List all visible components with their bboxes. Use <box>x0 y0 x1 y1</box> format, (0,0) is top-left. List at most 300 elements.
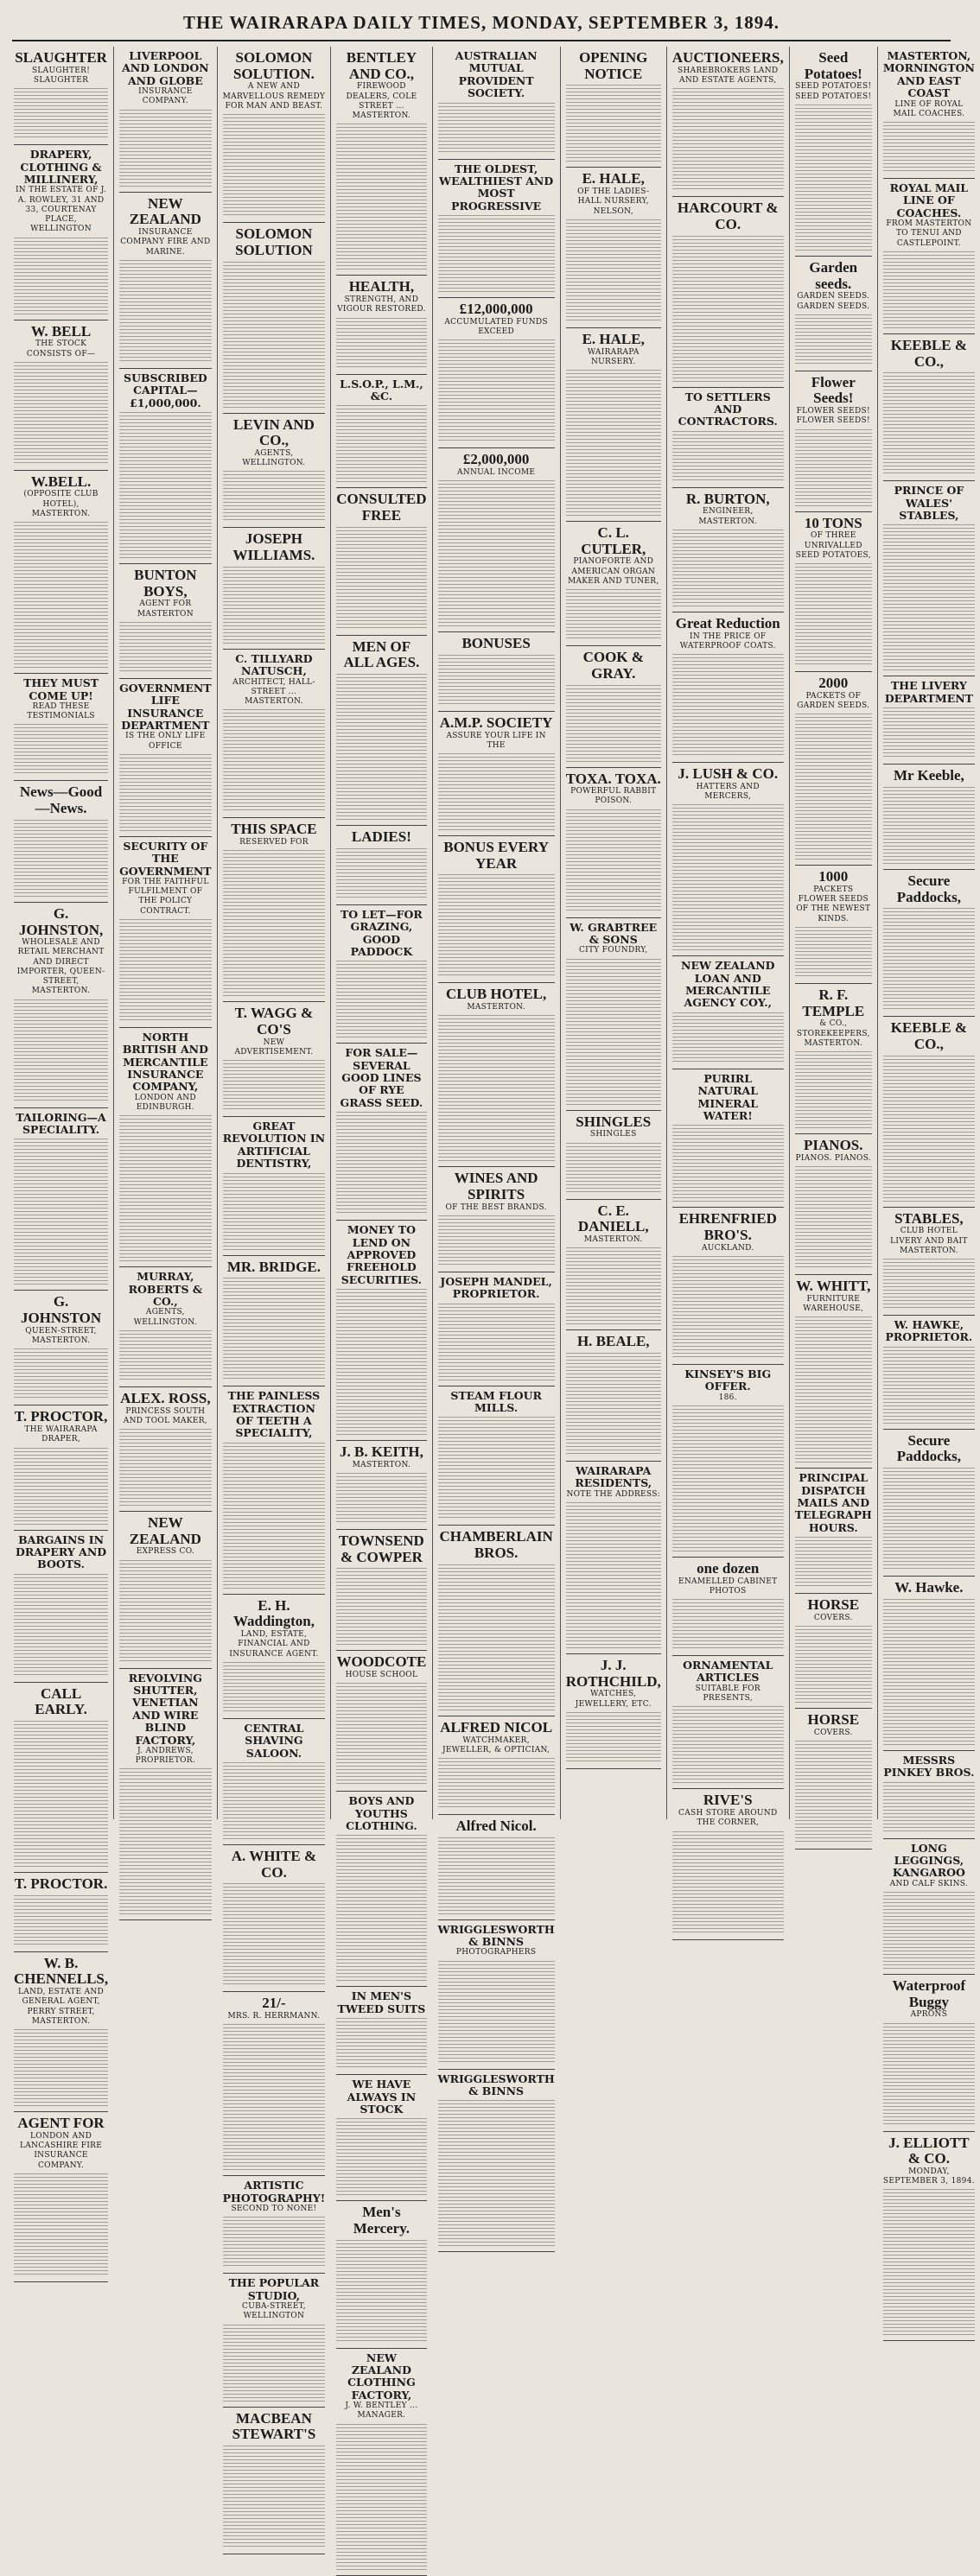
advert-heading: SUBSCRIBED CAPITAL—£1,000,000. <box>124 371 207 409</box>
advertisement <box>336 2201 426 2348</box>
advertisement <box>672 388 784 488</box>
advert-heading: MACBEAN STEWART'S <box>232 2409 316 2443</box>
advertisement <box>795 866 872 984</box>
advert-body-text <box>14 522 108 669</box>
column-1 <box>9 47 114 2170</box>
advert-body-text <box>14 88 108 140</box>
advert-subheading: PACKETS OF GARDEN SEEDS. <box>797 691 870 710</box>
advert-body-text <box>14 1348 108 1400</box>
advert-subheading: WHOLESALE AND RETAIL MERCHANT AND DIRECT IMPORTER, QUEEN-STREET, MASTERTON. <box>16 938 105 996</box>
advert-heading: PIANOS. <box>804 1137 863 1154</box>
advert-heading: CLUB HOTEL, <box>446 986 547 1003</box>
advertisement <box>883 1751 975 1839</box>
advertisement <box>336 375 426 489</box>
advert-body-text <box>795 1537 872 1589</box>
advert-heading: THE LIVERY DEPARTMENT <box>884 679 973 705</box>
advert-subheading: CLUB HOTEL LIVERY AND BAIT MASTERTON. <box>890 1227 968 1255</box>
advert-body-text <box>883 1599 975 1746</box>
advert-body-text <box>336 527 426 631</box>
advert-heading: BONUSES <box>461 635 531 652</box>
advert-heading: NEW ZEALAND <box>129 194 201 228</box>
advert-body-text <box>566 959 661 1106</box>
advert-subheading: WATCHMAKER, JEWELLER, & OPTICIAN, <box>442 1735 550 1754</box>
advert-heading: BENTLEY AND CO., <box>346 49 417 82</box>
advert-heading: Mr Keeble, <box>893 767 964 784</box>
advert-body-text <box>672 1012 784 1064</box>
advertisement <box>883 1577 975 1751</box>
advert-body-text <box>223 1443 326 1589</box>
advert-body-text <box>14 1448 108 1526</box>
advert-body-text <box>566 809 661 913</box>
advert-heading: PRINCE OF WALES' STABLES, <box>894 484 964 522</box>
column-9 <box>878 47 980 2186</box>
advertisement <box>795 672 872 866</box>
advertisement <box>795 984 872 1134</box>
advert-heading: W.BELL. <box>30 473 92 490</box>
advert-body-text <box>119 919 211 1023</box>
advertisement <box>336 488 426 635</box>
advert-body-text <box>672 1125 784 1202</box>
advert-heading: NEW ZEALAND CLOTHING FACTORY, <box>347 2351 416 2402</box>
advert-heading: TAILORING—A SPECIALITY. <box>16 1110 106 1137</box>
advert-body-text <box>566 1247 661 1325</box>
advert-columns <box>9 47 975 2443</box>
advert-body-text <box>672 1599 784 1651</box>
advert-heading: CENTRAL SHAVING SALOON. <box>244 1721 304 1760</box>
advert-heading: BUNTON BOYS, <box>134 566 197 600</box>
advert-body-text <box>566 1712 661 1764</box>
advertisement <box>14 2112 108 2282</box>
advertisement <box>14 1108 108 1291</box>
advert-body-text <box>795 714 872 860</box>
advert-heading: PURIRL NATURAL MINERAL WATER! <box>697 1071 758 1122</box>
advert-heading: REVOLVING SHUTTER, VENETIAN AND WIRE BLIND FACTORY, <box>128 1671 202 1747</box>
advertisement <box>795 257 872 371</box>
advert-body-text <box>672 236 784 383</box>
advert-subheading: MASTERTON. <box>583 1235 643 1244</box>
advert-heading: WOODCOTE <box>336 1653 427 1671</box>
advertisement <box>883 2132 975 2342</box>
advert-heading: TOXA. TOXA. <box>565 770 661 787</box>
advert-body-text <box>438 655 555 707</box>
advert-body-text <box>14 1139 108 1285</box>
advertisement <box>883 676 975 765</box>
advert-heading: KEEBLE & CO., <box>890 336 968 370</box>
advertisement <box>795 1709 872 1850</box>
advert-body-text <box>795 1741 872 1844</box>
advert-body-text <box>14 1574 108 1678</box>
advertisement <box>223 2408 326 2554</box>
advert-subheading: ASSURE YOUR LIFE IN THE <box>446 731 546 750</box>
advert-heading: Waterproof Buggy <box>892 1976 966 2010</box>
advert-body-text <box>438 1015 555 1162</box>
advert-heading: OPENING NOTICE <box>579 49 648 82</box>
advert-body-text <box>883 1892 975 1970</box>
advertisement <box>883 47 975 179</box>
column-8 <box>790 47 878 1819</box>
advert-body-text <box>119 754 211 832</box>
advert-heading: W. BELL <box>30 322 92 339</box>
advertisement <box>566 522 661 646</box>
advert-heading: HORSE <box>807 1596 860 1614</box>
advertisement <box>119 193 211 369</box>
advertisement <box>336 636 426 826</box>
advert-heading: W. Hawke. <box>894 1579 964 1596</box>
advert-heading: WAIRARAPA RESIDENTS, <box>575 1463 652 1490</box>
advert-heading: Great Reduction <box>675 614 780 631</box>
advert-body-text <box>119 412 211 559</box>
advertisement <box>336 1987 426 2075</box>
advert-body-text <box>223 2024 326 2171</box>
advert-heading: TO SETTLERS AND CONTRACTORS. <box>678 390 778 428</box>
advert-heading: AGENT FOR <box>17 2115 105 2132</box>
advert-heading: R. F. TEMPLE <box>802 986 865 1019</box>
advertisement <box>14 674 108 781</box>
column-4 <box>331 47 432 2421</box>
advert-heading: H. BEALE, <box>576 1333 650 1350</box>
advert-body-text <box>795 1626 872 1704</box>
advert-heading: STEAM FLOUR MILLS. <box>450 1388 542 1415</box>
advert-heading: 2000 <box>818 675 849 692</box>
advert-heading: SOLOMON SOLUTION <box>235 225 313 258</box>
advert-heading: SLAUGHTER <box>15 49 107 66</box>
advert-body-text <box>223 1060 326 1112</box>
advert-heading: JOSEPH WILLIAMS. <box>232 530 315 564</box>
advert-body-text <box>14 1721 108 1868</box>
advertisement <box>438 1920 555 2070</box>
advert-subheading: NEW ADVERTISEMENT. <box>234 1037 314 1056</box>
advert-heading: NEW ZEALAND <box>129 1514 201 1547</box>
advertisement <box>795 371 872 512</box>
advert-heading: THE POPULAR STUDIO, <box>228 2276 320 2302</box>
advert-subheading: LONDON AND LANCASHIRE FIRE INSURANCE COMPANY. <box>19 2131 103 2170</box>
advert-heading: E. HALE, <box>582 170 645 187</box>
advert-body-text <box>119 1115 211 1262</box>
advertisement <box>566 1330 661 1462</box>
advert-body-text <box>14 362 108 466</box>
advert-subheading: CASH STORE AROUND THE CORNER, <box>678 1809 778 1828</box>
advert-body-text <box>336 2424 426 2571</box>
advert-heading: BONUS EVERY YEAR <box>443 839 549 872</box>
advert-body-text <box>438 1417 555 1520</box>
advert-subheading: FLOWER SEEDS! FLOWER SEEDS! <box>796 407 870 426</box>
advert-subheading: 186. <box>718 1393 737 1402</box>
advert-heading: T. PROCTOR, <box>14 1408 108 1425</box>
advert-body-text <box>223 567 326 644</box>
advert-body-text <box>883 787 975 865</box>
advert-heading: J. ELLIOTT & CO. <box>888 2134 970 2167</box>
advert-heading: BOYS AND YOUTHS CLOTHING. <box>346 1794 417 1832</box>
advert-heading: LEVIN AND CO., <box>232 416 315 449</box>
advert-heading: KEEBLE & CO., <box>890 1019 968 1052</box>
advert-body-text <box>336 848 426 900</box>
advert-heading: SOLOMON SOLUTION. <box>232 49 315 82</box>
advert-body-text <box>223 2446 326 2549</box>
advert-heading: WE HAVE ALWAYS IN STOCK <box>347 2078 417 2116</box>
advert-heading: W. GRABTREE & SONS <box>570 920 658 947</box>
advertisement <box>795 1594 872 1709</box>
advert-body-text <box>223 1173 326 1251</box>
advert-body-text <box>883 122 975 174</box>
advert-body-text <box>883 707 975 759</box>
advert-subheading: NOTE THE ADDRESS: <box>566 1489 661 1499</box>
advert-subheading: AGENTS, WELLINGTON. <box>133 1308 197 1327</box>
advert-body-text <box>438 1564 555 1711</box>
advert-heading: MONEY TO LEND ON APPROVED FREEHOLD SECURITIES. <box>340 1223 423 1286</box>
advert-subheading: OF THE LADIES-HALL NURSERY, NELSON, <box>577 187 650 216</box>
advert-heading: SECURITY OF THE GOVERNMENT <box>119 839 212 878</box>
advertisement <box>883 481 975 676</box>
advertisement <box>566 1200 661 1331</box>
advert-subheading: SUITABLE FOR PRESENTS, <box>695 1684 760 1704</box>
advert-subheading: MRS. R. HERRMANN. <box>227 2012 321 2021</box>
advert-heading: IN MEN'S TWEED SUITS <box>337 1989 426 2015</box>
advert-body-text <box>672 530 784 607</box>
advert-subheading: POWERFUL RABBIT POISON. <box>570 787 657 806</box>
advert-body-text <box>566 1143 661 1195</box>
column-7 <box>667 47 790 1828</box>
advertisement <box>883 1430 975 1577</box>
advert-subheading: INSURANCE COMPANY. <box>138 87 193 106</box>
advert-body-text <box>336 2240 426 2344</box>
advert-heading: G. JOHNSTON <box>20 1293 102 1327</box>
advert-subheading: IN THE ESTATE OF J. A. ROWLEY, 31 AND 33, COURTENAY PLACE, WELLINGTON <box>15 186 107 234</box>
advertisement <box>795 1134 872 1275</box>
advert-subheading: WAIRARAPA NURSERY. <box>587 347 640 366</box>
advert-heading: STABLES, <box>894 1209 964 1227</box>
advert-heading: MEN OF ALL AGES. <box>343 638 420 671</box>
advert-heading: C. E. DANIELL, <box>577 1202 649 1235</box>
advertisement <box>336 2075 426 2201</box>
advertisement <box>438 1526 555 1716</box>
advert-body-text <box>672 431 784 483</box>
advert-heading: J. B. KEITH, <box>339 1443 423 1460</box>
advertisement <box>336 826 426 905</box>
advert-heading: R. BURTON, <box>685 490 770 507</box>
advert-heading: T. PROCTOR. <box>14 1875 108 1892</box>
advertisement <box>223 1256 326 1387</box>
advertisement <box>438 448 555 632</box>
advert-body-text <box>795 1166 872 1270</box>
advert-body-text <box>14 999 108 1103</box>
advertisement <box>223 1992 326 2176</box>
advert-body-text <box>336 1473 426 1525</box>
advert-body-text <box>14 724 108 776</box>
advertisement <box>566 328 661 522</box>
advert-subheading: COVERS. <box>813 1613 853 1622</box>
advert-subheading: (OPPOSITE CLUB HOTEL), MASTERTON. <box>23 490 99 518</box>
advert-body-text <box>566 589 661 641</box>
advertisement <box>119 1387 211 1512</box>
advert-subheading: STRENGTH, AND VIGOUR RESTORED. <box>337 295 426 314</box>
advertisement <box>566 1111 661 1200</box>
advertisement <box>438 983 555 1167</box>
advertisement <box>223 414 326 529</box>
advert-heading: NORTH BRITISH AND MERCANTILE INSURANCE COMPANY, <box>122 1030 208 1094</box>
advert-subheading: LAND, ESTATE, FINANCIAL AND INSURANCE AGENT. <box>229 1630 319 1659</box>
advertisement <box>119 679 211 837</box>
advertisement <box>566 1462 661 1654</box>
advertisement <box>566 168 661 327</box>
advert-heading: PRINCIPAL DISPATCH MAILS AND TELEGRAPH HOURS. <box>794 1471 872 1534</box>
advert-subheading: ENAMELLED CABINET PHOTOS <box>678 1577 778 1596</box>
advert-subheading: FURNITURE WAREHOUSE, <box>803 1294 864 1313</box>
advertisement <box>223 223 326 413</box>
advert-heading: GOVERNMENT LIFE INSURANCE DEPARTMENT <box>119 681 212 732</box>
advertisement <box>672 1069 784 1209</box>
advert-body-text <box>883 2023 975 2127</box>
advertisement <box>795 1275 872 1469</box>
advert-heading: MASTERTON, MORNINGTON AND EAST COAST <box>882 49 975 100</box>
advert-subheading: ACCUMULATED FUNDS EXCEED <box>444 317 548 336</box>
advert-body-text <box>336 1289 426 1436</box>
advert-subheading: LAND, ESTATE AND GENERAL AGENT, PERRY STREET, MASTERTON. <box>18 1988 105 2026</box>
advert-body-text <box>795 1317 872 1463</box>
advert-body-text <box>336 674 426 821</box>
advert-heading: THE PAINLESS EXTRACTION OF TEETH A SPECIALITY, <box>227 1389 321 1440</box>
advert-body-text <box>438 874 555 978</box>
advert-subheading: AND CALF SKINS. <box>889 1879 969 1888</box>
advert-subheading: J. ANDREWS, PROPRIETOR. <box>135 1746 196 1766</box>
advert-heading: 21/- <box>262 1995 286 2012</box>
advert-heading: C. TILLYARD NATUSCH, <box>235 651 313 678</box>
advert-subheading: PIANOS. PIANOS. <box>795 1153 872 1163</box>
advertisement <box>119 1669 211 1921</box>
advert-body-text <box>336 1112 426 1215</box>
advertisement <box>438 1815 555 1920</box>
advert-heading: MURRAY, ROBERTS & CO., <box>128 1270 203 1308</box>
advert-body-text <box>883 372 975 476</box>
advertisement <box>438 2070 555 2253</box>
advert-heading: KINSEY'S BIG OFFER. <box>684 1367 772 1393</box>
advert-subheading: LINE OF ROYAL MAIL COACHES. <box>893 99 965 118</box>
advert-body-text <box>883 908 975 1012</box>
advertisement <box>336 1221 426 1441</box>
advert-subheading: IS THE ONLY LIFE OFFICE <box>125 732 206 751</box>
advert-body-text <box>119 1560 211 1664</box>
advertisement <box>672 1656 784 1789</box>
advert-heading: THEY MUST COME UP! <box>23 676 99 702</box>
advert-body-text <box>883 1782 975 1834</box>
advert-body-text <box>438 103 555 155</box>
advertisement <box>14 145 108 320</box>
advert-heading: AUCTIONEERS, <box>671 49 784 66</box>
advert-body-text <box>795 105 872 251</box>
advert-subheading: & CO., STOREKEEPERS, MASTERTON. <box>796 1019 870 1048</box>
advertisement <box>223 1719 326 1845</box>
masthead-rule <box>12 40 951 41</box>
advert-body-text <box>223 471 326 523</box>
advert-body-text <box>223 850 326 997</box>
advert-heading: GREAT REVOLUTION IN ARTIFICIAL DENTISTRY, <box>222 1120 326 1171</box>
advert-subheading: SLAUGHTER! SLAUGHTER <box>31 66 91 85</box>
advert-subheading: EXPRESS CO. <box>136 1547 195 1557</box>
advertisement <box>566 47 661 168</box>
advert-heading: Garden seeds. <box>809 258 858 292</box>
advert-heading: £2,000,000 <box>462 451 530 468</box>
advertisement <box>119 1512 211 1669</box>
advert-body-text <box>14 1895 108 1947</box>
advert-body-text <box>438 1758 555 1810</box>
advert-body-text <box>223 1278 326 1381</box>
advert-heading: £12,000,000 <box>459 301 533 317</box>
column-3 <box>218 47 332 2443</box>
advert-body-text <box>223 262 326 409</box>
advertisement <box>883 1975 975 2132</box>
advert-body-text <box>438 215 555 293</box>
advertisement <box>672 47 784 197</box>
advert-body-text <box>438 480 555 627</box>
advert-subheading: APRONS <box>910 2010 948 2020</box>
advert-subheading: MASTERTON. <box>467 1003 525 1012</box>
advert-subheading: AGENT FOR MASTERTON <box>137 600 194 619</box>
advert-heading: CONSULTED FREE <box>336 491 427 523</box>
advert-heading: JOSEPH MANDEL, PROPRIETOR. <box>440 1274 552 1301</box>
advertisement <box>438 1167 555 1272</box>
advert-subheading: ARCHITECT, HALL-STREET ... MASTERTON. <box>232 677 315 706</box>
advert-subheading: GARDEN SEEDS. GARDEN SEEDS. <box>797 292 870 311</box>
advert-subheading: INSURANCE COMPANY FIRE AND MARINE. <box>120 228 211 257</box>
advert-heading: AUSTRALIAN MUTUAL PROVIDENT SOCIETY. <box>455 49 538 100</box>
advertisement <box>119 1267 211 1387</box>
advert-subheading: SECOND TO NONE! <box>231 2205 317 2214</box>
advert-heading: ORNAMENTAL ARTICLES <box>683 1659 773 1685</box>
advert-heading: Flower Seeds! <box>811 373 856 407</box>
advertisement <box>14 1873 108 1952</box>
advert-subheading: FIREWOOD DEALERS, COLE STREET ... MASTERTON. <box>346 82 417 121</box>
advert-subheading: HATTERS AND MERCERS, <box>696 782 760 801</box>
advertisement <box>14 1405 108 1530</box>
advert-body-text <box>795 314 872 366</box>
advert-heading: THE OLDEST, WEALTHIEST AND MOST PROGRESSIVE <box>439 162 554 213</box>
advert-subheading: PRINCESS SOUTH AND TOOL MAKER, <box>123 1406 207 1425</box>
advert-heading: 10 TONS <box>804 514 862 531</box>
advertisement <box>223 1117 326 1256</box>
advert-body-text <box>14 2029 108 2107</box>
advertisement <box>672 612 784 763</box>
advert-heading: News—Good—News. <box>19 784 103 817</box>
advert-heading: DRAPERY, CLOTHING & MILLINERY, <box>20 148 102 186</box>
advert-subheading: PACKETS FLOWER SEEDS OF THE NEWEST KINDS. <box>796 885 871 923</box>
advert-heading: HEALTH, <box>348 278 415 295</box>
column-6 <box>561 47 667 1819</box>
advert-body-text <box>566 1502 661 1649</box>
advertisement <box>336 1651 426 1792</box>
advertisement <box>223 1845 326 1992</box>
advert-heading: TOWNSEND & COWPER <box>338 1532 424 1565</box>
advertisement <box>223 2274 326 2407</box>
advert-body-text <box>438 753 555 831</box>
advertisement <box>795 1469 872 1594</box>
advert-body-text <box>566 685 661 763</box>
advertisement <box>438 47 555 160</box>
advert-body-text <box>336 318 426 370</box>
advert-heading: TO LET—FOR GRAZING, GOOD PADDOCK <box>340 907 423 958</box>
advert-body-text <box>336 2018 426 2070</box>
advert-body-text <box>438 1215 555 1267</box>
advert-subheading: PIANOFORTE AND AMERICAN ORGAN MAKER AND TUNER, <box>567 557 659 586</box>
advertisement <box>336 1441 426 1530</box>
advertisement <box>795 47 872 257</box>
advert-body-text <box>14 820 108 898</box>
advert-body-text <box>119 260 211 364</box>
advertisement <box>223 650 326 819</box>
advertisement <box>566 646 661 767</box>
advert-heading: COOK & GRAY. <box>582 649 644 682</box>
advert-body-text <box>336 1835 426 1982</box>
advert-subheading: MONDAY, SEPTEMBER 3, 1894. <box>882 2167 975 2186</box>
advertisement <box>119 369 211 564</box>
